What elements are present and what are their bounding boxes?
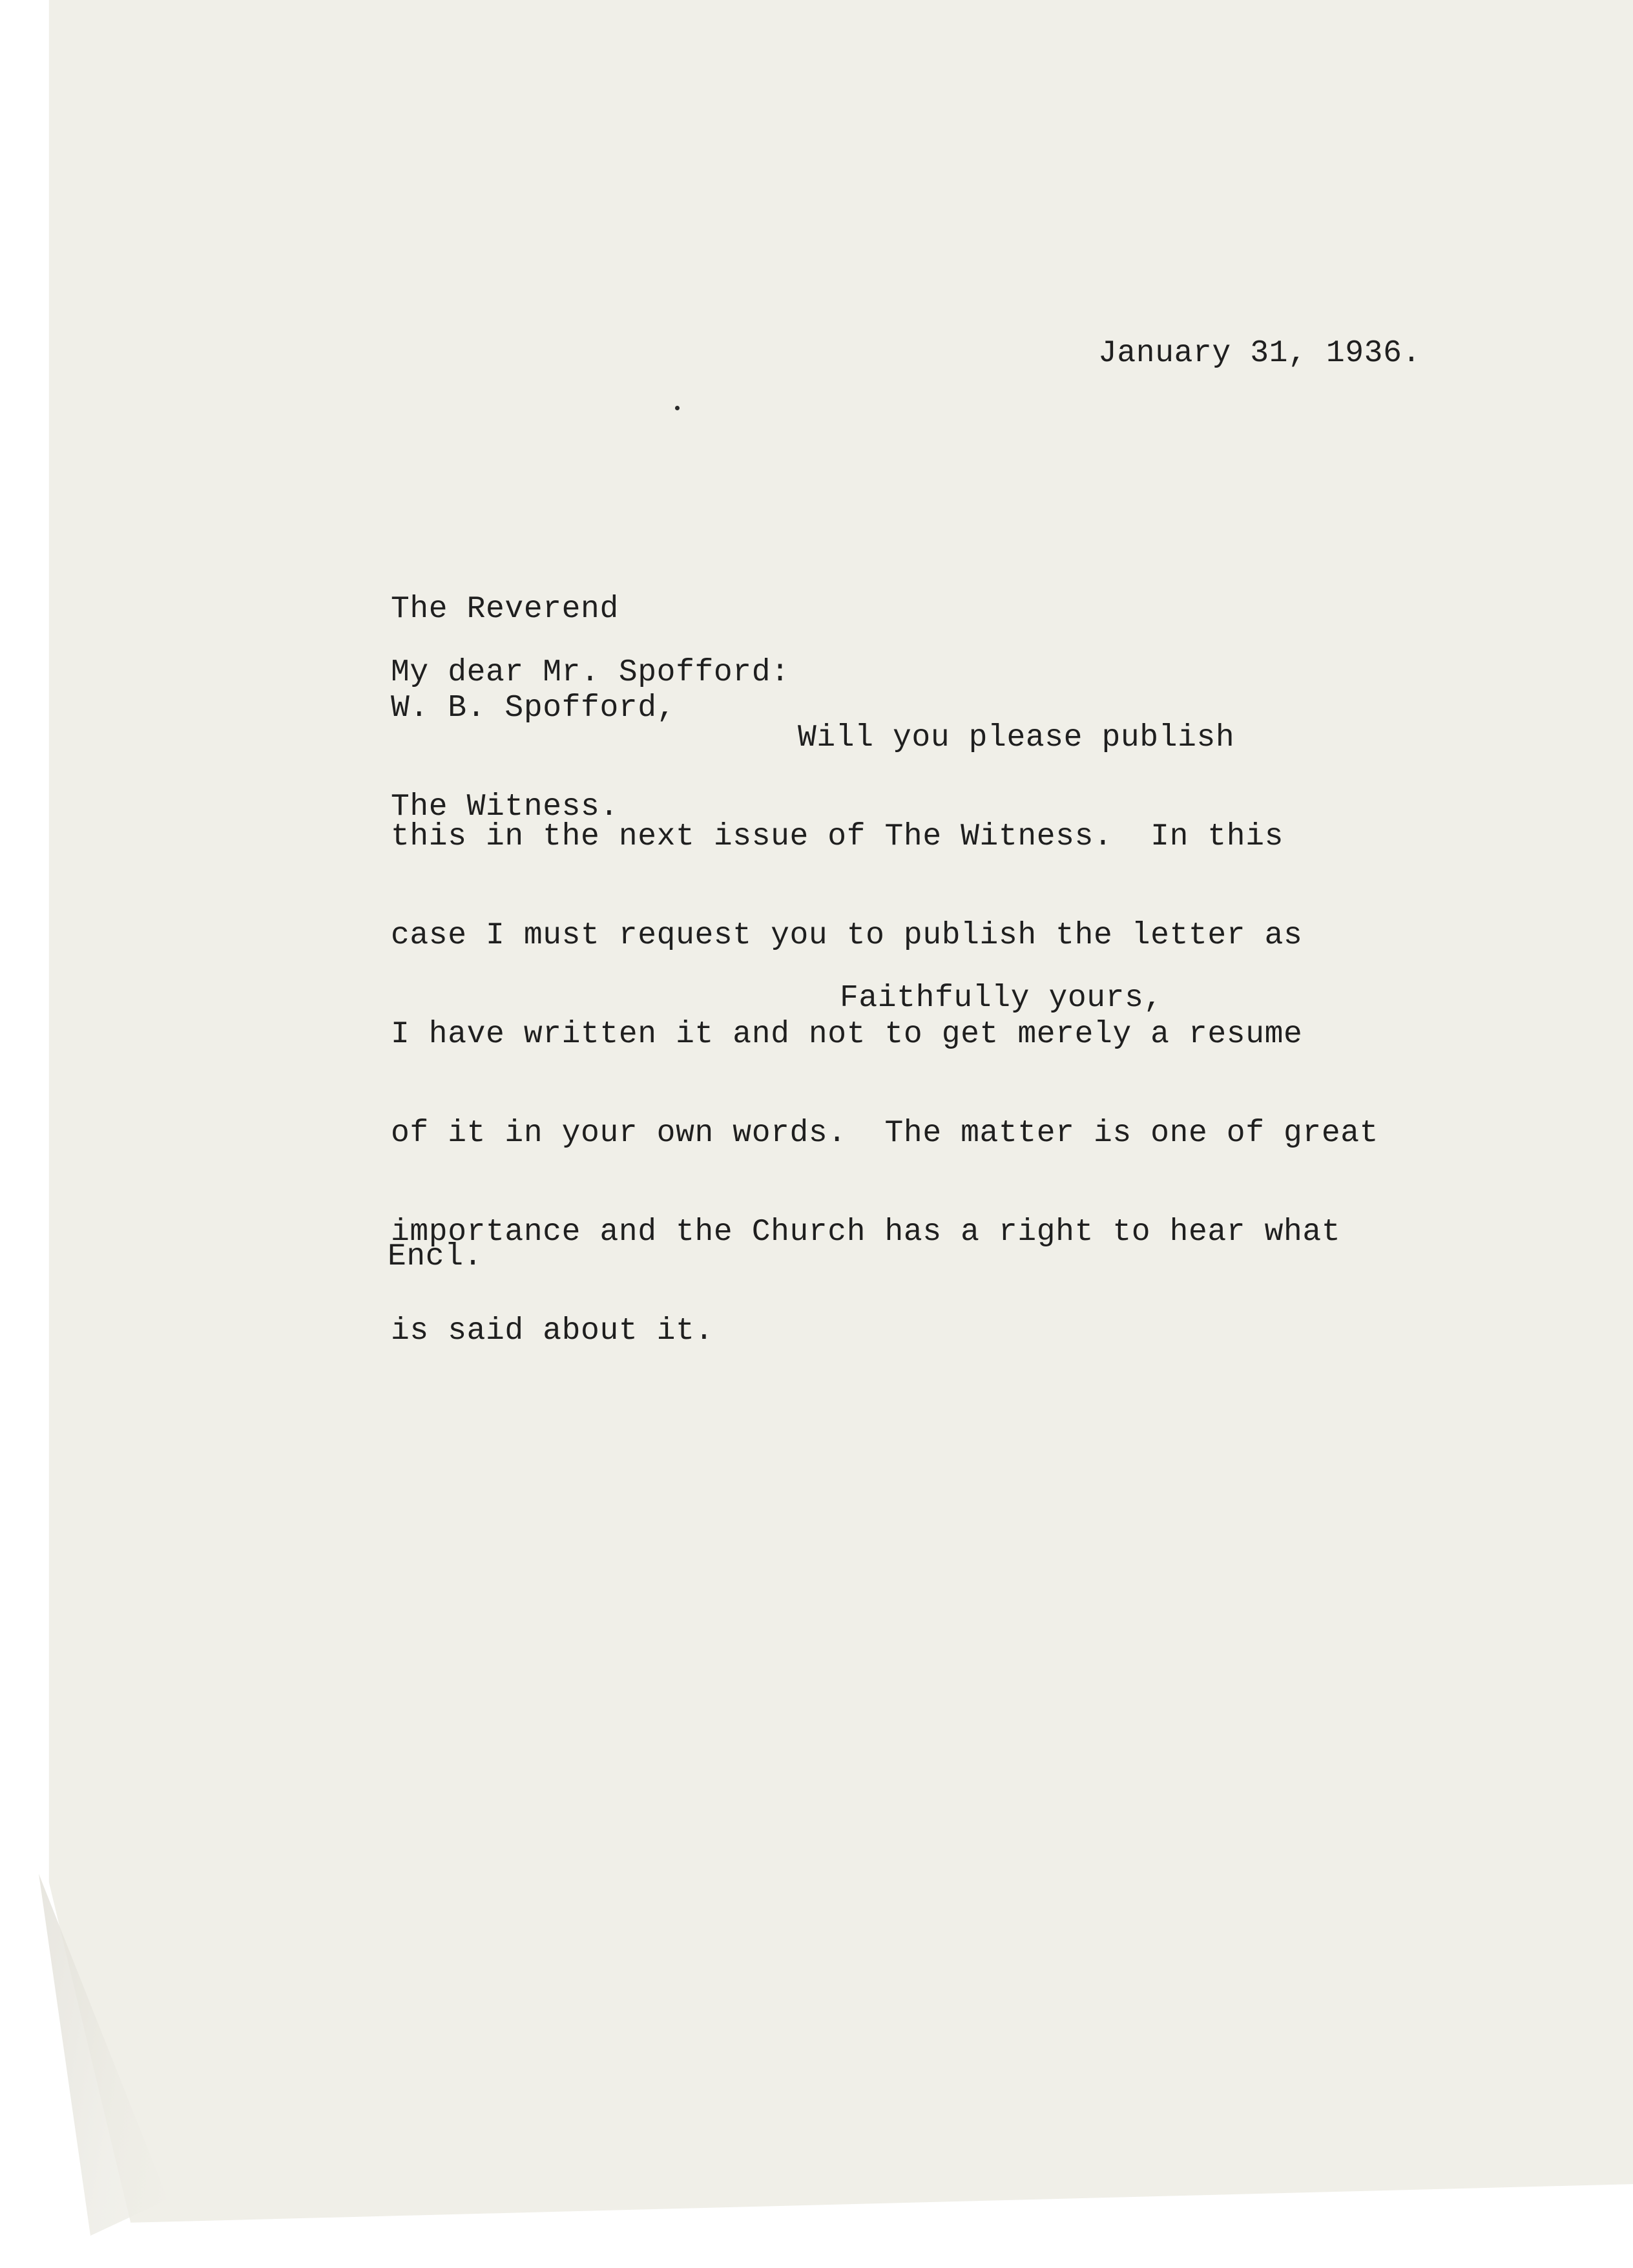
recipient-line: The Reverend <box>391 592 619 627</box>
body-line: of it in your own words. The matter is one of great <box>391 1116 1379 1151</box>
letter-date: January 31, 1936. <box>1098 336 1421 371</box>
salutation: My dear Mr. Spofford: <box>391 655 790 690</box>
body-line: is said about it. <box>391 1314 714 1349</box>
body-line: I have written it and not to get merely a resume <box>391 1017 1303 1052</box>
closing: Faithfully yours, <box>840 981 1163 1016</box>
body-line: this in the next issue of The Witness. In this <box>391 819 1284 854</box>
ink-speck <box>675 406 680 410</box>
body-line: importance and the Church has a right to hear what <box>391 1215 1341 1250</box>
body-paragraph <box>391 755 1378 1381</box>
enclosure-note: Encl. <box>388 1239 483 1274</box>
body-line: Will you please publish <box>798 720 1235 755</box>
recipient-line: The Witness. <box>391 790 619 824</box>
body-line: case I must request you to publish the letter as <box>391 918 1303 953</box>
recipient-line: W. B. Spofford, <box>391 691 676 726</box>
